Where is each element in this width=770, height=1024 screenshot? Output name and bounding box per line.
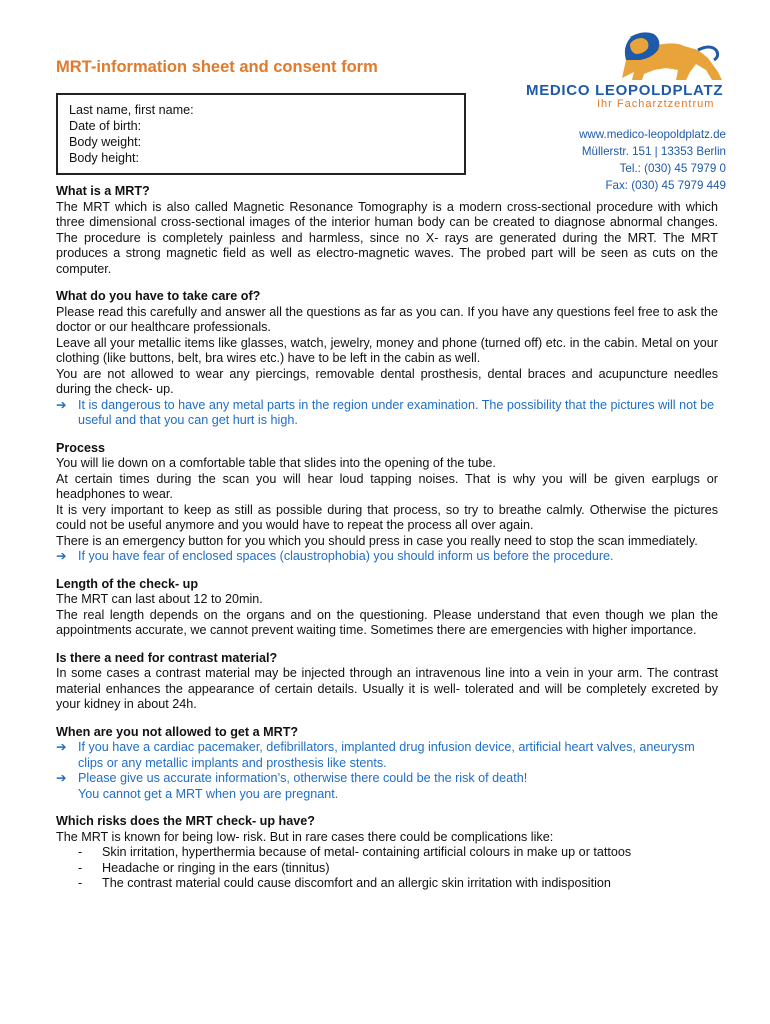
note-text: If you have a cardiac pacemaker, defibrillators, implanted drug infusion device, artificial heart valves, aneurysm clips or any metallic implants and prosthesis like stents. xyxy=(78,740,695,770)
list-item-text: Skin irritation, hyperthermia because of metal- containing artificial colours in make up or tattoos xyxy=(102,845,632,859)
section-text: It is very important to keep as still as possible during that process, so try to breathe calmly. Otherwise the pictures could not be useful anymore and you would have to repeat the process all over again. xyxy=(56,502,718,532)
arrow-right-icon: ➔ xyxy=(56,771,67,785)
arrow-right-icon: ➔ xyxy=(56,740,67,754)
field-height: Body height: xyxy=(69,151,140,165)
section-process xyxy=(56,441,718,565)
section-care xyxy=(56,289,718,429)
logo-name: MEDICO LEOPOLDPLATZ xyxy=(526,82,724,99)
contact-website[interactable]: www.medico-leopoldplatz.de xyxy=(579,128,726,141)
note-text: If you have fear of enclosed spaces (claustrophobia) you should inform us before the procedure. xyxy=(78,549,614,563)
section-heading: What is a MRT? xyxy=(56,184,150,198)
list-item xyxy=(56,845,718,861)
clinic-logo xyxy=(526,30,732,112)
warning-note xyxy=(56,398,718,429)
note-text xyxy=(78,771,718,802)
section-text: In some cases a contrast material may be injected through an intravenous line into a vein in your arm. The contrast material enhances the appearance of certain details. Usually it is well- tolerated and will be completely excreted by your kidney in about 24h. xyxy=(56,666,718,711)
note-text: It is dangerous to have any metal parts in the region under examination. The possibility that the pictures will not be useful and that you can get hurt is high. xyxy=(78,397,715,427)
section-contrast xyxy=(56,651,718,713)
section-risks xyxy=(56,814,718,892)
section-text: The MRT is known for being low- risk. But in rare cases there could be complications like: xyxy=(56,829,554,844)
section-heading: Length of the check- up xyxy=(56,576,199,591)
section-heading: What do you have to take care of? xyxy=(56,289,261,303)
section-not-allowed xyxy=(56,725,718,803)
contact-fax: Fax: (030) 45 7979 449 xyxy=(605,179,726,192)
field-weight: Body weight: xyxy=(69,135,142,149)
dash-bullet: - xyxy=(78,860,83,875)
note-line: Please give us accurate information’s, otherwise there could be the risk of death! xyxy=(78,771,528,785)
section-heading: Process xyxy=(56,440,106,455)
section-heading: When are you not allowed to get a MRT? xyxy=(56,724,299,739)
lion-logo-icon xyxy=(526,30,732,84)
section-text: At certain times during the scan you will hear loud tapping noises. That is why you will be given earplugs or headphones to wear. xyxy=(56,471,718,501)
list-item xyxy=(56,861,718,877)
section-text: The MRT which is also called Magnetic Resonance Tomography is a modern cross-sectional procedure with which three dimensional cross-sectional images of the interior human body can be created to diagnose abnormal changes. The procedure is completely painless and harmless, since no X- rays are generated during the MRT. The MRT produces a strong magnetic field as well as electro-magnetic waves. The probed part will be seen as cuts on the computer. xyxy=(56,199,718,276)
field-name: Last name, first name: xyxy=(69,103,194,117)
dash-bullet: - xyxy=(78,876,83,890)
document-title: MRT-information sheet and consent form xyxy=(56,58,378,76)
warning-note xyxy=(56,771,718,802)
contact-tel: Tel.: (030) 45 7979 0 xyxy=(619,162,726,175)
arrow-right-icon: ➔ xyxy=(56,397,67,412)
contact-address: Müllerstr. 151 | 13353 Berlin xyxy=(581,145,726,158)
list-item-text: The contrast material could cause discomfort and an allergic skin irritation with indisposition xyxy=(102,876,611,890)
arrow-right-icon: ➔ xyxy=(56,549,67,563)
field-birth: Date of birth: xyxy=(69,119,142,133)
warning-note xyxy=(56,549,718,565)
section-heading: Is there a need for contrast material? xyxy=(56,650,278,665)
dash-bullet: - xyxy=(78,845,83,859)
section-length xyxy=(56,577,718,639)
section-heading: Which risks does the MRT check- up have? xyxy=(56,814,315,828)
patient-info-box xyxy=(56,93,466,175)
logo-subtitle: Ihr Facharztzentrum xyxy=(597,98,715,110)
warning-note xyxy=(56,740,718,771)
document-body xyxy=(56,184,718,904)
section-what xyxy=(56,184,718,277)
section-text: Please read this carefully and answer all the questions as far as you can. If you have any questions feel free to ask the doctor or our healthcare professionals. xyxy=(56,304,718,334)
section-text: You are not allowed to wear any piercings, removable dental prosthesis, dental braces and acupuncture needles during the check- up. xyxy=(56,366,718,396)
list-item xyxy=(56,876,718,892)
section-text: The real length depends on the organs and on the questioning. Please understand that even though we plan the appointments accurate, we cannot prevent waiting time. Sometimes there are emergencies with higher importance. xyxy=(56,607,718,637)
list-item-text: Headache or ringing in the ears (tinnitus) xyxy=(102,860,330,875)
section-text: The MRT can last about 12 to 20min. xyxy=(56,592,263,606)
section-text: You will lie down on a comfortable table that slides into the opening of the tube. xyxy=(56,456,496,470)
section-text: There is an emergency button for you which you should press in case you really need to stop the scan immediately. xyxy=(56,533,698,548)
note-line: You cannot get a MRT when you are pregnant. xyxy=(78,786,339,801)
section-text: Leave all your metallic items like glasses, watch, jewelry, money and phone (turned off) etc. in the cabin. Metal on your clothing (like buttons, belt, bra wires etc.) have to be left in the cabin as well. xyxy=(56,335,718,365)
